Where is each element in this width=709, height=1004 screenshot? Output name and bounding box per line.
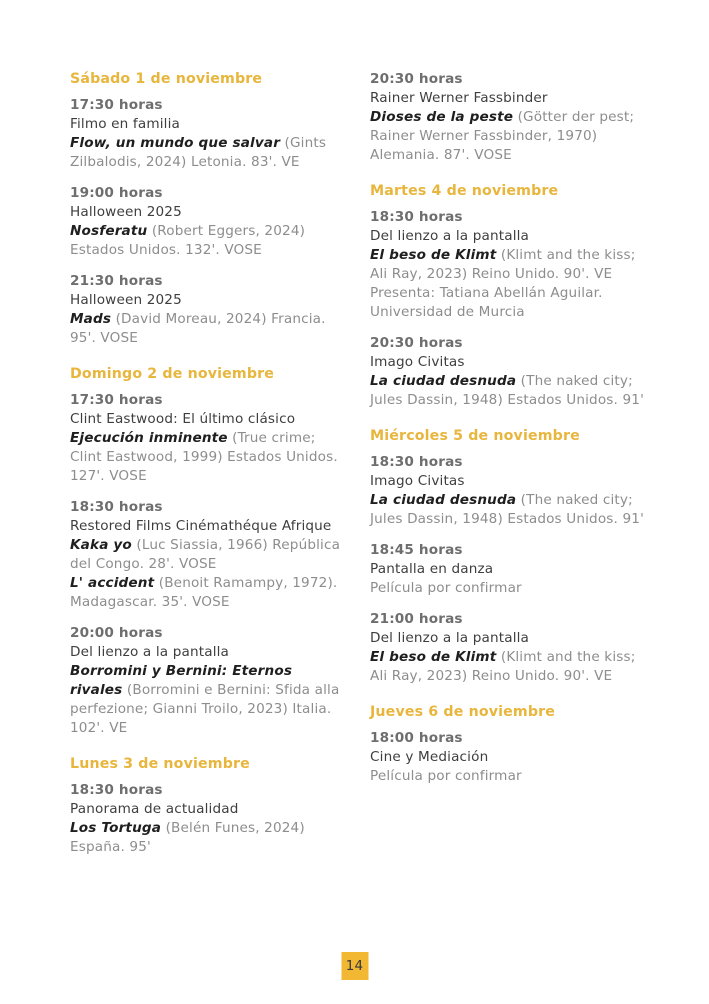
film-line (70, 134, 347, 172)
screening-entry (370, 610, 647, 686)
strand-name: Del lienzo a la pantalla (370, 630, 530, 646)
screening-entry (70, 624, 347, 738)
film-details: (The naked city; Jules Dassin, 1948) Estados Unidos. 91' (370, 373, 644, 408)
day-header: Sábado 1 de noviembre (70, 71, 263, 87)
film-title: Kaka yo (70, 537, 132, 553)
screening-entry (370, 70, 647, 165)
screening-time: 18:30 horas (370, 209, 463, 225)
day-header: Jueves 6 de noviembre (370, 704, 556, 720)
strand-name: Del lienzo a la pantalla (70, 644, 230, 660)
screening-time: 17:30 horas (70, 392, 163, 408)
film-title: El beso de Klimt (370, 247, 497, 263)
note-line: Película por confirmar (370, 580, 522, 596)
page-number: 14 (345, 957, 364, 974)
screening-time: 18:30 horas (370, 454, 463, 470)
film-line (370, 648, 647, 686)
screening-entry (70, 184, 347, 260)
page-number-badge (341, 952, 368, 980)
film-line (70, 536, 347, 574)
film-line (70, 662, 347, 738)
screening-time: 20:00 horas (70, 625, 163, 641)
film-title: L' accident (70, 575, 155, 591)
film-details: (Benoit Ramampy, 1972). Madagascar. 35'. VOSE (70, 575, 338, 610)
screening-time: 19:00 horas (70, 185, 163, 201)
film-title: La ciudad desnuda (370, 373, 517, 389)
screening-entry (70, 272, 347, 348)
film-title: Nosferatu (70, 223, 148, 239)
strand-name: Rainer Werner Fassbinder (370, 90, 548, 106)
film-title: Ejecución inminente (70, 430, 228, 446)
film-details: (Robert Eggers, 2024) Estados Unidos. 132'. VOSE (70, 223, 306, 258)
film-title: Los Tortuga (70, 820, 162, 836)
screening-time: 18:30 horas (70, 782, 163, 798)
film-details: (Klimt and the kiss; Ali Ray, 2023) Reino Unido. 90'. VE (370, 247, 636, 282)
screening-time: 17:30 horas (70, 97, 163, 113)
screening-entry (370, 541, 647, 598)
film-title: El beso de Klimt (370, 649, 497, 665)
film-title: Dioses de la peste (370, 109, 514, 125)
film-line (70, 819, 347, 857)
strand-name: Clint Eastwood: El último clásico (70, 411, 296, 427)
screening-entry (370, 453, 647, 529)
film-details: (Gints Zilbalodis, 2024) Letonia. 83'. VE (70, 135, 327, 170)
screening-entry (370, 208, 647, 322)
film-title: Flow, un mundo que salvar (70, 135, 281, 151)
column-right (370, 70, 647, 857)
film-details: (True crime; Clint Eastwood, 1999) Estados Unidos. 127'. VOSE (70, 430, 338, 484)
strand-name: Restored Films Cinémathéque Afrique (70, 518, 332, 534)
film-line (370, 372, 647, 410)
screening-time: 20:30 horas (370, 71, 463, 87)
film-details: (Luc Siassia, 1966) República del Congo. 28'. VOSE (70, 537, 341, 572)
film-line (70, 310, 347, 348)
strand-name: Halloween 2025 (70, 292, 182, 308)
film-details: (Belén Funes, 2024) España. 95' (70, 820, 305, 855)
film-title: Borromini y Bernini: Eternos rivales (70, 663, 293, 698)
strand-name: Imago Civitas (370, 473, 465, 489)
film-line (370, 491, 647, 529)
film-details: (David Moreau, 2024) Francia. 95'. VOSE (70, 311, 326, 346)
film-details: (Götter der pest; Rainer Werner Fassbinder, 1970) Alemania. 87'. VOSE (370, 109, 635, 163)
film-details: (Klimt and the kiss; Ali Ray, 2023) Reino Unido. 90'. VE (370, 649, 636, 684)
screening-time: 21:00 horas (370, 611, 463, 627)
screening-time: 18:30 horas (70, 499, 163, 515)
strand-name: Pantalla en danza (370, 561, 494, 577)
film-title: Mads (70, 311, 112, 327)
strand-name: Imago Civitas (370, 354, 465, 370)
strand-name: Filmo en familia (70, 116, 180, 132)
day-header: Domingo 2 de noviembre (70, 366, 275, 382)
screening-time: 21:30 horas (70, 273, 163, 289)
screening-entry (370, 334, 647, 410)
screening-entry (70, 391, 347, 486)
note-line: Película por confirmar (370, 768, 522, 784)
screening-entry (70, 96, 347, 172)
film-line (70, 429, 347, 486)
film-line (70, 222, 347, 260)
note-line: Presenta: Tatiana Abellán Aguilar. Universidad de Murcia (370, 285, 603, 320)
screening-time: 20:30 horas (370, 335, 463, 351)
film-details: (The naked city; Jules Dassin, 1948) Estados Unidos. 91' (370, 492, 644, 527)
screening-entry (70, 498, 347, 612)
program-page (70, 70, 647, 857)
screening-entry (370, 729, 647, 786)
film-line (70, 574, 347, 612)
film-line (370, 246, 647, 284)
day-header: Lunes 3 de noviembre (70, 756, 250, 772)
day-header: Martes 4 de noviembre (370, 183, 559, 199)
film-details: (Borromini e Bernini: Sfida alla perfezione; Gianni Troilo, 2023) Italia. 102'. VE (70, 682, 340, 736)
strand-name: Del lienzo a la pantalla (370, 228, 530, 244)
screening-time: 18:00 horas (370, 730, 463, 746)
film-line (370, 108, 647, 165)
strand-name: Panorama de actualidad (70, 801, 239, 817)
strand-name: Halloween 2025 (70, 204, 182, 220)
strand-name: Cine y Mediación (370, 749, 489, 765)
film-title: La ciudad desnuda (370, 492, 517, 508)
day-header: Miércoles 5 de noviembre (370, 428, 580, 444)
column-left (70, 70, 347, 857)
screening-entry (70, 781, 347, 857)
screening-time: 18:45 horas (370, 542, 463, 558)
